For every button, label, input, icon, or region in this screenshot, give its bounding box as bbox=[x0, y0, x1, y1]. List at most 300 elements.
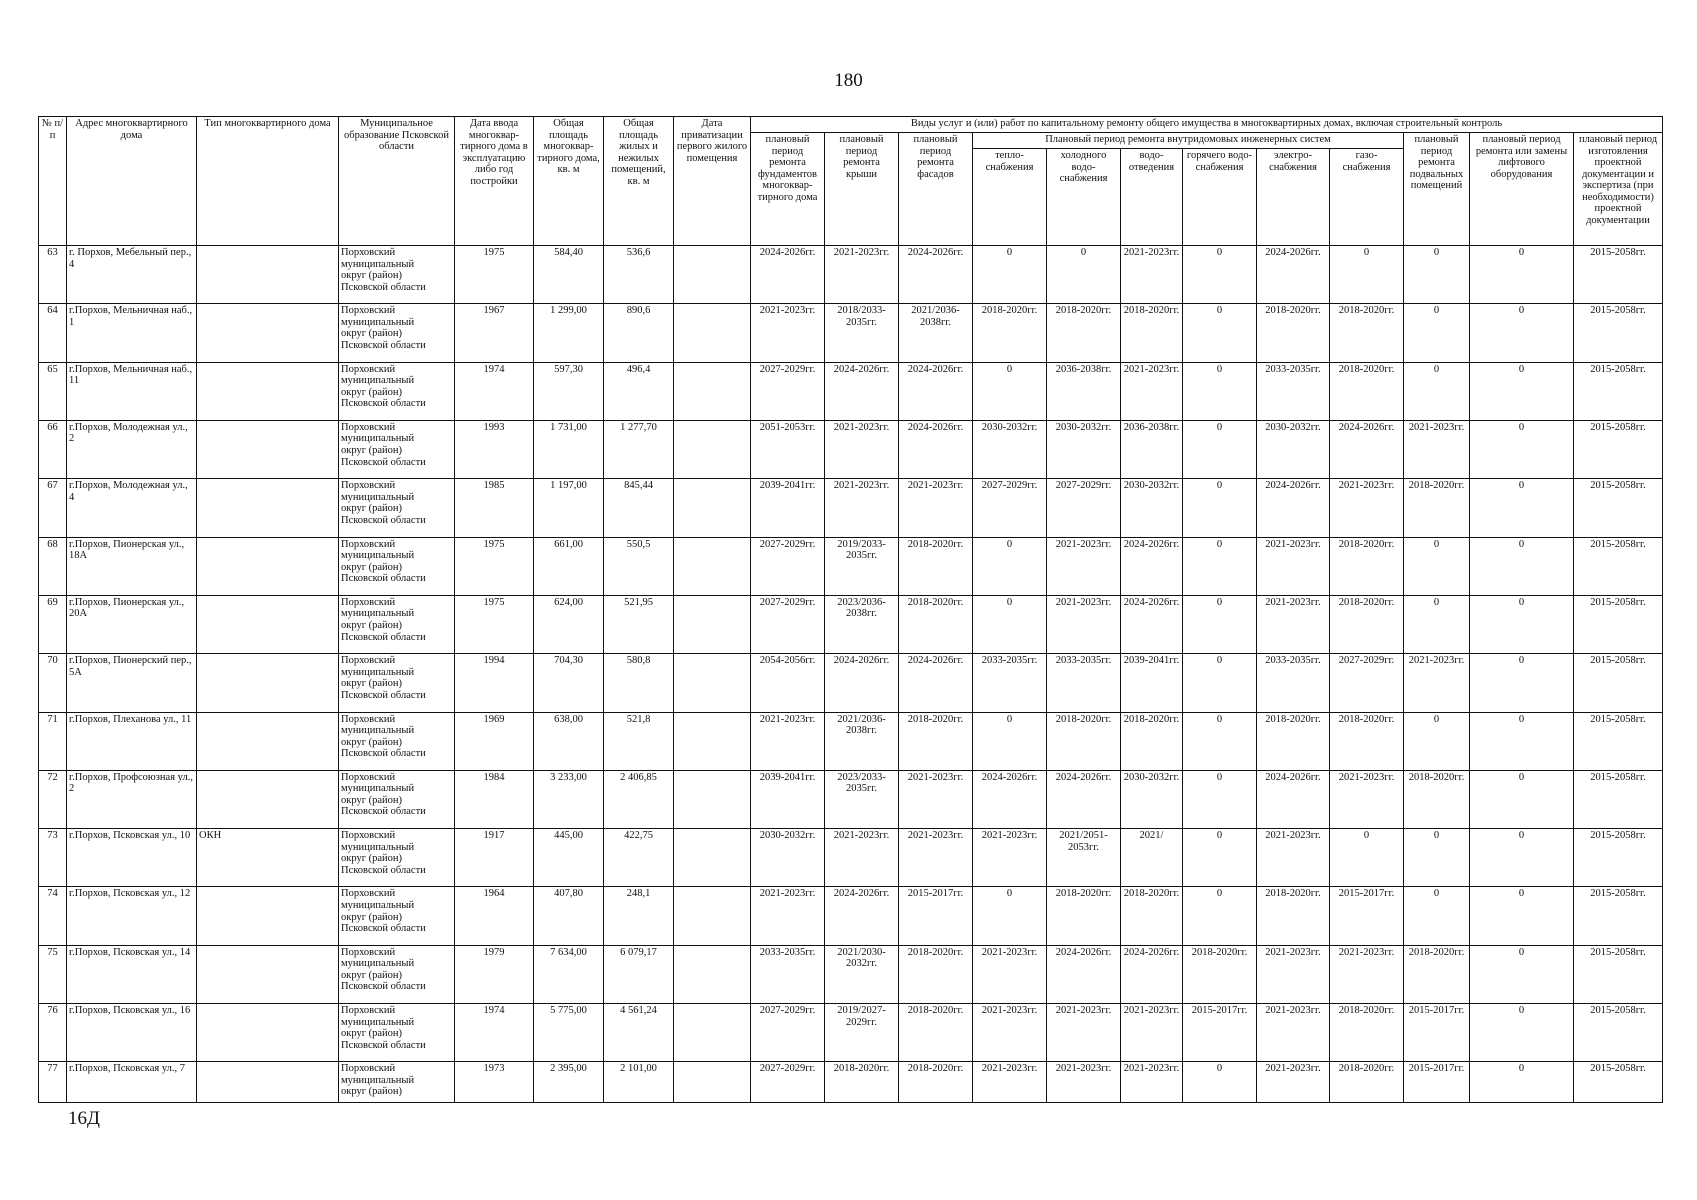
cell-privatization bbox=[674, 1062, 751, 1103]
municipality-line: Псковской области bbox=[341, 748, 426, 760]
capital-repair-table bbox=[38, 116, 1663, 1103]
cell-facade: 2024-2026гг. bbox=[899, 362, 973, 420]
municipality-line: Псковской области bbox=[341, 1039, 426, 1051]
municipality-line: Псковской области bbox=[341, 339, 426, 351]
cell-municipality bbox=[339, 770, 455, 828]
cell-design: 2015-2058гг. bbox=[1574, 479, 1663, 537]
cell-foundation: 2039-2041гг. bbox=[751, 479, 825, 537]
header-facade: плановый период ремонта фасадов bbox=[899, 133, 973, 246]
cell-cold-water: 2036-2038гг. bbox=[1047, 362, 1121, 420]
cell-facade: 2018-2020гг. bbox=[899, 1004, 973, 1062]
cell-sewage: 2021-2023гг. bbox=[1121, 362, 1183, 420]
cell-address: г.Порхов, Псковская ул., 10 bbox=[67, 829, 197, 887]
cell-elevator: 0 bbox=[1470, 887, 1574, 945]
header-address: Адрес многоквартирного дома bbox=[67, 117, 197, 246]
cell-privatization bbox=[674, 246, 751, 304]
cell-facade: 2021-2023гг. bbox=[899, 479, 973, 537]
municipality-line: Псковской области bbox=[341, 689, 426, 701]
header-engineering-group: Плановый период ремонта внутридомовых инженерных систем bbox=[973, 133, 1404, 149]
cell-num: 69 bbox=[39, 595, 67, 653]
cell-heat: 2021-2023гг. bbox=[973, 945, 1047, 1003]
cell-total-area: 1 731,00 bbox=[534, 420, 604, 478]
table-row bbox=[39, 537, 1663, 595]
cell-roof: 2019/2027-2029гг. bbox=[825, 1004, 899, 1062]
cell-heat: 0 bbox=[973, 362, 1047, 420]
cell-living-area: 4 561,24 bbox=[604, 1004, 674, 1062]
cell-total-area: 407,80 bbox=[534, 887, 604, 945]
cell-cold-water: 2027-2029гг. bbox=[1047, 479, 1121, 537]
cell-gas: 2018-2020гг. bbox=[1330, 537, 1404, 595]
cell-electric: 2021-2023гг. bbox=[1257, 945, 1330, 1003]
cell-privatization bbox=[674, 537, 751, 595]
cell-electric: 2018-2020гг. bbox=[1257, 712, 1330, 770]
cell-foundation: 2054-2056гг. bbox=[751, 654, 825, 712]
cell-gas: 2021-2023гг. bbox=[1330, 479, 1404, 537]
cell-living-area: 248,1 bbox=[604, 887, 674, 945]
cell-gas: 2018-2020гг. bbox=[1330, 362, 1404, 420]
cell-privatization bbox=[674, 479, 751, 537]
cell-design: 2015-2058гг. bbox=[1574, 420, 1663, 478]
cell-sewage: 2021-2023гг. bbox=[1121, 1004, 1183, 1062]
municipality-line: округ (район) bbox=[341, 619, 403, 631]
cell-gas: 2027-2029гг. bbox=[1330, 654, 1404, 712]
cell-basement: 2018-2020гг. bbox=[1404, 770, 1470, 828]
cell-elevator: 0 bbox=[1470, 479, 1574, 537]
cell-foundation: 2027-2029гг. bbox=[751, 1004, 825, 1062]
cell-electric: 2018-2020гг. bbox=[1257, 304, 1330, 362]
cell-design: 2015-2058гг. bbox=[1574, 712, 1663, 770]
cell-privatization bbox=[674, 887, 751, 945]
cell-hot-water: 0 bbox=[1183, 829, 1257, 887]
municipality-line: Порховский bbox=[341, 538, 396, 550]
cell-municipality bbox=[339, 595, 455, 653]
cell-municipality bbox=[339, 829, 455, 887]
cell-heat: 0 bbox=[973, 712, 1047, 770]
cell-num: 76 bbox=[39, 1004, 67, 1062]
cell-num: 68 bbox=[39, 537, 67, 595]
municipality-line: муниципальный bbox=[341, 841, 415, 853]
cell-living-area: 496,4 bbox=[604, 362, 674, 420]
cell-roof: 2021-2023гг. bbox=[825, 479, 899, 537]
cell-sewage: 2021/ bbox=[1121, 829, 1183, 887]
cell-cold-water: 2024-2026гг. bbox=[1047, 945, 1121, 1003]
header-commission-date: Дата ввода многоквар-тирного дома в эксплуатацию либо год постройки bbox=[455, 117, 534, 246]
municipality-line: Порховский bbox=[341, 363, 396, 375]
cell-hot-water: 0 bbox=[1183, 712, 1257, 770]
municipality-line: Псковской области bbox=[341, 398, 426, 410]
cell-facade: 2018-2020гг. bbox=[899, 712, 973, 770]
cell-total-area: 7 634,00 bbox=[534, 945, 604, 1003]
cell-num: 70 bbox=[39, 654, 67, 712]
municipality-line: округ (район) bbox=[341, 853, 403, 865]
cell-privatization bbox=[674, 945, 751, 1003]
cell-gas: 2021-2023гг. bbox=[1330, 770, 1404, 828]
municipality-line: Порховский bbox=[341, 771, 396, 783]
cell-basement: 0 bbox=[1404, 362, 1470, 420]
cell-hot-water: 0 bbox=[1183, 654, 1257, 712]
cell-elevator: 0 bbox=[1470, 246, 1574, 304]
cell-living-area: 2 101,00 bbox=[604, 1062, 674, 1103]
cell-gas: 2018-2020гг. bbox=[1330, 304, 1404, 362]
cell-municipality bbox=[339, 479, 455, 537]
cell-year: 1917 bbox=[455, 829, 534, 887]
table-row bbox=[39, 770, 1663, 828]
municipality-line: муниципальный bbox=[341, 258, 415, 270]
cell-hot-water: 0 bbox=[1183, 420, 1257, 478]
cell-address: г.Порхов, Пионерская ул., 18А bbox=[67, 537, 197, 595]
cell-elevator: 0 bbox=[1470, 770, 1574, 828]
cell-roof: 2018/2033-2035гг. bbox=[825, 304, 899, 362]
cell-roof: 2023/2036-2038гг. bbox=[825, 595, 899, 653]
header-living-area: Общая площадь жилых и нежилых помещений, кв. м bbox=[604, 117, 674, 246]
table-row bbox=[39, 1004, 1663, 1062]
cell-electric: 2024-2026гг. bbox=[1257, 770, 1330, 828]
cell-gas: 0 bbox=[1330, 829, 1404, 887]
cell-sewage: 2018-2020гг. bbox=[1121, 887, 1183, 945]
cell-address: г.Порхов, Мельничная наб., 1 bbox=[67, 304, 197, 362]
cell-type: ОКН bbox=[197, 829, 339, 887]
table-row bbox=[39, 362, 1663, 420]
cell-privatization bbox=[674, 304, 751, 362]
cell-address: г.Порхов, Псковская ул., 12 bbox=[67, 887, 197, 945]
cell-foundation: 2027-2029гг. bbox=[751, 362, 825, 420]
cell-total-area: 1 197,00 bbox=[534, 479, 604, 537]
cell-foundation: 2021-2023гг. bbox=[751, 304, 825, 362]
cell-elevator: 0 bbox=[1470, 712, 1574, 770]
cell-heat: 2021-2023гг. bbox=[973, 1004, 1047, 1062]
cell-cold-water: 2024-2026гг. bbox=[1047, 770, 1121, 828]
header-type: Тип многоквартирного дома bbox=[197, 117, 339, 246]
municipality-line: округ (район) bbox=[341, 386, 403, 398]
cell-foundation: 2027-2029гг. bbox=[751, 537, 825, 595]
header-total-area: Общая площадь многоквар-тирного дома, кв. м bbox=[534, 117, 604, 246]
municipality-line: округ (район) bbox=[341, 270, 403, 282]
municipality-line: округ (район) bbox=[341, 969, 403, 981]
header-num: № п/п bbox=[39, 117, 67, 246]
cell-municipality bbox=[339, 712, 455, 770]
cell-num: 72 bbox=[39, 770, 67, 828]
cell-facade: 2018-2020гг. bbox=[899, 1062, 973, 1103]
cell-address: г. Порхов, Мебельный пер., 4 bbox=[67, 246, 197, 304]
cell-municipality bbox=[339, 362, 455, 420]
cell-elevator: 0 bbox=[1470, 595, 1574, 653]
cell-num: 73 bbox=[39, 829, 67, 887]
cell-heat: 0 bbox=[973, 246, 1047, 304]
cell-year: 1984 bbox=[455, 770, 534, 828]
cell-address: г.Порхов, Молодежная ул., 4 bbox=[67, 479, 197, 537]
cell-elevator: 0 bbox=[1470, 654, 1574, 712]
cell-electric: 2021-2023гг. bbox=[1257, 1004, 1330, 1062]
cell-living-area: 580,8 bbox=[604, 654, 674, 712]
cell-num: 74 bbox=[39, 887, 67, 945]
cell-sewage: 2018-2020гг. bbox=[1121, 712, 1183, 770]
cell-type bbox=[197, 945, 339, 1003]
municipality-line: муниципальный bbox=[341, 666, 415, 678]
cell-electric: 2030-2032гг. bbox=[1257, 420, 1330, 478]
cell-privatization bbox=[674, 770, 751, 828]
cell-hot-water: 0 bbox=[1183, 479, 1257, 537]
cell-municipality bbox=[339, 1004, 455, 1062]
cell-cold-water: 2021-2023гг. bbox=[1047, 595, 1121, 653]
cell-num: 71 bbox=[39, 712, 67, 770]
cell-living-area: 6 079,17 bbox=[604, 945, 674, 1003]
municipality-line: муниципальный bbox=[341, 783, 415, 795]
municipality-line: Порховский bbox=[341, 596, 396, 608]
table-row bbox=[39, 1062, 1663, 1103]
municipality-line: муниципальный bbox=[341, 725, 415, 737]
cell-type bbox=[197, 770, 339, 828]
cell-electric: 2021-2023гг. bbox=[1257, 595, 1330, 653]
cell-living-area: 550,5 bbox=[604, 537, 674, 595]
municipality-line: муниципальный bbox=[341, 899, 415, 911]
cell-address: г.Порхов, Псковская ул., 14 bbox=[67, 945, 197, 1003]
cell-total-area: 584,40 bbox=[534, 246, 604, 304]
header-municipality: Муниципальное образование Псковской области bbox=[339, 117, 455, 246]
page-number: 180 bbox=[834, 70, 863, 91]
cell-total-area: 638,00 bbox=[534, 712, 604, 770]
header-privatization-date: Дата приватизации первого жилого помещения bbox=[674, 117, 751, 246]
cell-facade: 2024-2026гг. bbox=[899, 654, 973, 712]
cell-hot-water: 2015-2017гг. bbox=[1183, 1004, 1257, 1062]
cell-type bbox=[197, 537, 339, 595]
cell-type bbox=[197, 712, 339, 770]
cell-municipality bbox=[339, 1062, 455, 1103]
municipality-line: округ (район) bbox=[341, 445, 403, 457]
municipality-line: муниципальный bbox=[341, 433, 415, 445]
cell-facade: 2018-2020гг. bbox=[899, 537, 973, 595]
cell-heat: 0 bbox=[973, 537, 1047, 595]
cell-basement: 2021-2023гг. bbox=[1404, 654, 1470, 712]
municipality-line: муниципальный bbox=[341, 1074, 415, 1086]
municipality-line: Порховский bbox=[341, 830, 396, 842]
cell-heat: 2018-2020гг. bbox=[973, 304, 1047, 362]
header-basement: плановый период ремонта подвальных помещений bbox=[1404, 133, 1470, 246]
cell-facade: 2024-2026гг. bbox=[899, 246, 973, 304]
cell-electric: 2018-2020гг. bbox=[1257, 887, 1330, 945]
municipality-line: Порховский bbox=[341, 888, 396, 900]
municipality-line: округ (район) bbox=[341, 503, 403, 515]
cell-heat: 2033-2035гг. bbox=[973, 654, 1047, 712]
cell-roof: 2024-2026гг. bbox=[825, 887, 899, 945]
cell-privatization bbox=[674, 1004, 751, 1062]
municipality-line: Порховский bbox=[341, 1063, 396, 1075]
cell-municipality bbox=[339, 420, 455, 478]
cell-design: 2015-2058гг. bbox=[1574, 537, 1663, 595]
cell-facade: 2021-2023гг. bbox=[899, 829, 973, 887]
header-elevator: плановый период ремонта или замены лифтового оборудования bbox=[1470, 133, 1574, 246]
municipality-line: Порховский bbox=[341, 421, 396, 433]
cell-year: 1993 bbox=[455, 420, 534, 478]
cell-roof: 2021-2023гг. bbox=[825, 829, 899, 887]
municipality-line: Порховский bbox=[341, 305, 396, 317]
cell-year: 1975 bbox=[455, 595, 534, 653]
cell-elevator: 0 bbox=[1470, 304, 1574, 362]
municipality-line: Псковской области bbox=[341, 281, 426, 293]
cell-gas: 2021-2023гг. bbox=[1330, 945, 1404, 1003]
cell-roof: 2021-2023гг. bbox=[825, 246, 899, 304]
cell-privatization bbox=[674, 420, 751, 478]
table-body bbox=[39, 246, 1663, 1103]
cell-sewage: 2024-2026гг. bbox=[1121, 945, 1183, 1003]
cell-total-area: 1 299,00 bbox=[534, 304, 604, 362]
cell-roof: 2021/2030-2032гг. bbox=[825, 945, 899, 1003]
municipality-line: Псковской области bbox=[341, 456, 426, 468]
cell-living-area: 521,95 bbox=[604, 595, 674, 653]
cell-num: 66 bbox=[39, 420, 67, 478]
cell-municipality bbox=[339, 537, 455, 595]
cell-num: 65 bbox=[39, 362, 67, 420]
cell-type bbox=[197, 420, 339, 478]
cell-address: г.Порхов, Молодежная ул., 2 bbox=[67, 420, 197, 478]
cell-privatization bbox=[674, 654, 751, 712]
cell-facade: 2021/2036-2038гг. bbox=[899, 304, 973, 362]
cell-hot-water: 0 bbox=[1183, 246, 1257, 304]
cell-design: 2015-2058гг. bbox=[1574, 595, 1663, 653]
table-row bbox=[39, 246, 1663, 304]
cell-address: г.Порхов, Псковская ул., 16 bbox=[67, 1004, 197, 1062]
cell-gas: 2018-2020гг. bbox=[1330, 712, 1404, 770]
cell-hot-water: 0 bbox=[1183, 595, 1257, 653]
cell-type bbox=[197, 362, 339, 420]
cell-num: 77 bbox=[39, 1062, 67, 1103]
municipality-line: Псковской области bbox=[341, 864, 426, 876]
cell-num: 75 bbox=[39, 945, 67, 1003]
cell-num: 67 bbox=[39, 479, 67, 537]
cell-sewage: 2021-2023гг. bbox=[1121, 246, 1183, 304]
cell-elevator: 0 bbox=[1470, 829, 1574, 887]
cell-sewage: 2021-2023гг. bbox=[1121, 1062, 1183, 1103]
cell-sewage: 2024-2026гг. bbox=[1121, 595, 1183, 653]
cell-heat: 0 bbox=[973, 887, 1047, 945]
cell-total-area: 5 775,00 bbox=[534, 1004, 604, 1062]
cell-living-area: 422,75 bbox=[604, 829, 674, 887]
header-electric: электро-снабжения bbox=[1257, 149, 1330, 246]
cell-electric: 2021-2023гг. bbox=[1257, 829, 1330, 887]
municipality-line: округ (район) bbox=[341, 1028, 403, 1040]
cell-sewage: 2039-2041гг. bbox=[1121, 654, 1183, 712]
cell-total-area: 624,00 bbox=[534, 595, 604, 653]
cell-address: г.Порхов, Пионерская ул., 20А bbox=[67, 595, 197, 653]
cell-municipality bbox=[339, 887, 455, 945]
cell-basement: 0 bbox=[1404, 537, 1470, 595]
cell-electric: 2021-2023гг. bbox=[1257, 537, 1330, 595]
cell-year: 1975 bbox=[455, 246, 534, 304]
cell-gas: 2018-2020гг. bbox=[1330, 1004, 1404, 1062]
cell-sewage: 2018-2020гг. bbox=[1121, 304, 1183, 362]
cell-hot-water: 0 bbox=[1183, 770, 1257, 828]
municipality-line: Порховский bbox=[341, 1005, 396, 1017]
cell-gas: 2018-2020гг. bbox=[1330, 595, 1404, 653]
cell-design: 2015-2058гг. bbox=[1574, 945, 1663, 1003]
cell-roof: 2024-2026гг. bbox=[825, 654, 899, 712]
municipality-line: муниципальный bbox=[341, 375, 415, 387]
cell-total-area: 597,30 bbox=[534, 362, 604, 420]
cell-address: г.Порхов, Псковская ул., 7 bbox=[67, 1062, 197, 1103]
cell-living-area: 845,44 bbox=[604, 479, 674, 537]
cell-hot-water: 0 bbox=[1183, 362, 1257, 420]
cell-cold-water: 2021-2023гг. bbox=[1047, 1062, 1121, 1103]
municipality-line: Псковской области bbox=[341, 806, 426, 818]
cell-electric: 2021-2023гг. bbox=[1257, 1062, 1330, 1103]
municipality-line: округ (район) bbox=[341, 561, 403, 573]
municipality-line: Псковской области bbox=[341, 573, 426, 585]
cell-electric: 2033-2035гг. bbox=[1257, 362, 1330, 420]
municipality-line: Порховский bbox=[341, 247, 396, 258]
cell-hot-water: 2018-2020гг. bbox=[1183, 945, 1257, 1003]
cell-cold-water: 2021-2023гг. bbox=[1047, 1004, 1121, 1062]
cell-year: 1975 bbox=[455, 537, 534, 595]
cell-type bbox=[197, 1062, 339, 1103]
municipality-line: Порховский bbox=[341, 946, 396, 958]
cell-cold-water: 2021/2051-2053гг. bbox=[1047, 829, 1121, 887]
cell-basement: 0 bbox=[1404, 829, 1470, 887]
table-row bbox=[39, 887, 1663, 945]
header-sewage: водо-отведения bbox=[1121, 149, 1183, 246]
cell-roof: 2019/2033-2035гг. bbox=[825, 537, 899, 595]
table-row bbox=[39, 595, 1663, 653]
table-row bbox=[39, 304, 1663, 362]
cell-privatization bbox=[674, 362, 751, 420]
cell-year: 1967 bbox=[455, 304, 534, 362]
cell-elevator: 0 bbox=[1470, 1004, 1574, 1062]
cell-foundation: 2021-2023гг. bbox=[751, 887, 825, 945]
cell-address: г.Порхов, Пионерский пер., 5А bbox=[67, 654, 197, 712]
cell-living-area: 521,8 bbox=[604, 712, 674, 770]
cell-year: 1974 bbox=[455, 1004, 534, 1062]
cell-hot-water: 0 bbox=[1183, 304, 1257, 362]
cell-year: 1979 bbox=[455, 945, 534, 1003]
cell-foundation: 2027-2029гг. bbox=[751, 595, 825, 653]
cell-electric: 2033-2035гг. bbox=[1257, 654, 1330, 712]
cell-sewage: 2030-2032гг. bbox=[1121, 479, 1183, 537]
header-works-group: Виды услуг и (или) работ по капитальному ремонту общего имущества в многоквартирных домах, включая строительный контроль bbox=[751, 117, 1663, 133]
header-cold-water: холодного водо-снабжения bbox=[1047, 149, 1121, 246]
cell-facade: 2024-2026гг. bbox=[899, 420, 973, 478]
cell-design: 2015-2058гг. bbox=[1574, 654, 1663, 712]
municipality-line: округ (район) bbox=[341, 794, 403, 806]
cell-privatization bbox=[674, 595, 751, 653]
cell-design: 2015-2058гг. bbox=[1574, 887, 1663, 945]
cell-sewage: 2036-2038гг. bbox=[1121, 420, 1183, 478]
cell-privatization bbox=[674, 712, 751, 770]
cell-foundation: 2051-2053гг. bbox=[751, 420, 825, 478]
table-row bbox=[39, 945, 1663, 1003]
municipality-line: Псковской области bbox=[341, 514, 426, 526]
cell-type bbox=[197, 595, 339, 653]
cell-roof: 2018-2020гг. bbox=[825, 1062, 899, 1103]
table-row bbox=[39, 829, 1663, 887]
cell-elevator: 0 bbox=[1470, 420, 1574, 478]
cell-living-area: 1 277,70 bbox=[604, 420, 674, 478]
cell-type bbox=[197, 1004, 339, 1062]
cell-year: 1969 bbox=[455, 712, 534, 770]
cell-address: г.Порхов, Плеханова ул., 11 bbox=[67, 712, 197, 770]
cell-total-area: 3 233,00 bbox=[534, 770, 604, 828]
header-gas: газо-снабжения bbox=[1330, 149, 1404, 246]
header-heat: тепло-снабжения bbox=[973, 149, 1047, 246]
cell-foundation: 2027-2029гг. bbox=[751, 1062, 825, 1103]
cell-design: 2015-2058гг. bbox=[1574, 770, 1663, 828]
cell-address: г.Порхов, Профсоюзная ул., 2 bbox=[67, 770, 197, 828]
cell-basement: 0 bbox=[1404, 304, 1470, 362]
municipality-line: муниципальный bbox=[341, 316, 415, 328]
cell-roof: 2024-2026гг. bbox=[825, 362, 899, 420]
cell-total-area: 704,30 bbox=[534, 654, 604, 712]
cell-foundation: 2024-2026гг. bbox=[751, 246, 825, 304]
cell-municipality bbox=[339, 945, 455, 1003]
cell-foundation: 2033-2035гг. bbox=[751, 945, 825, 1003]
cell-municipality bbox=[339, 246, 455, 304]
